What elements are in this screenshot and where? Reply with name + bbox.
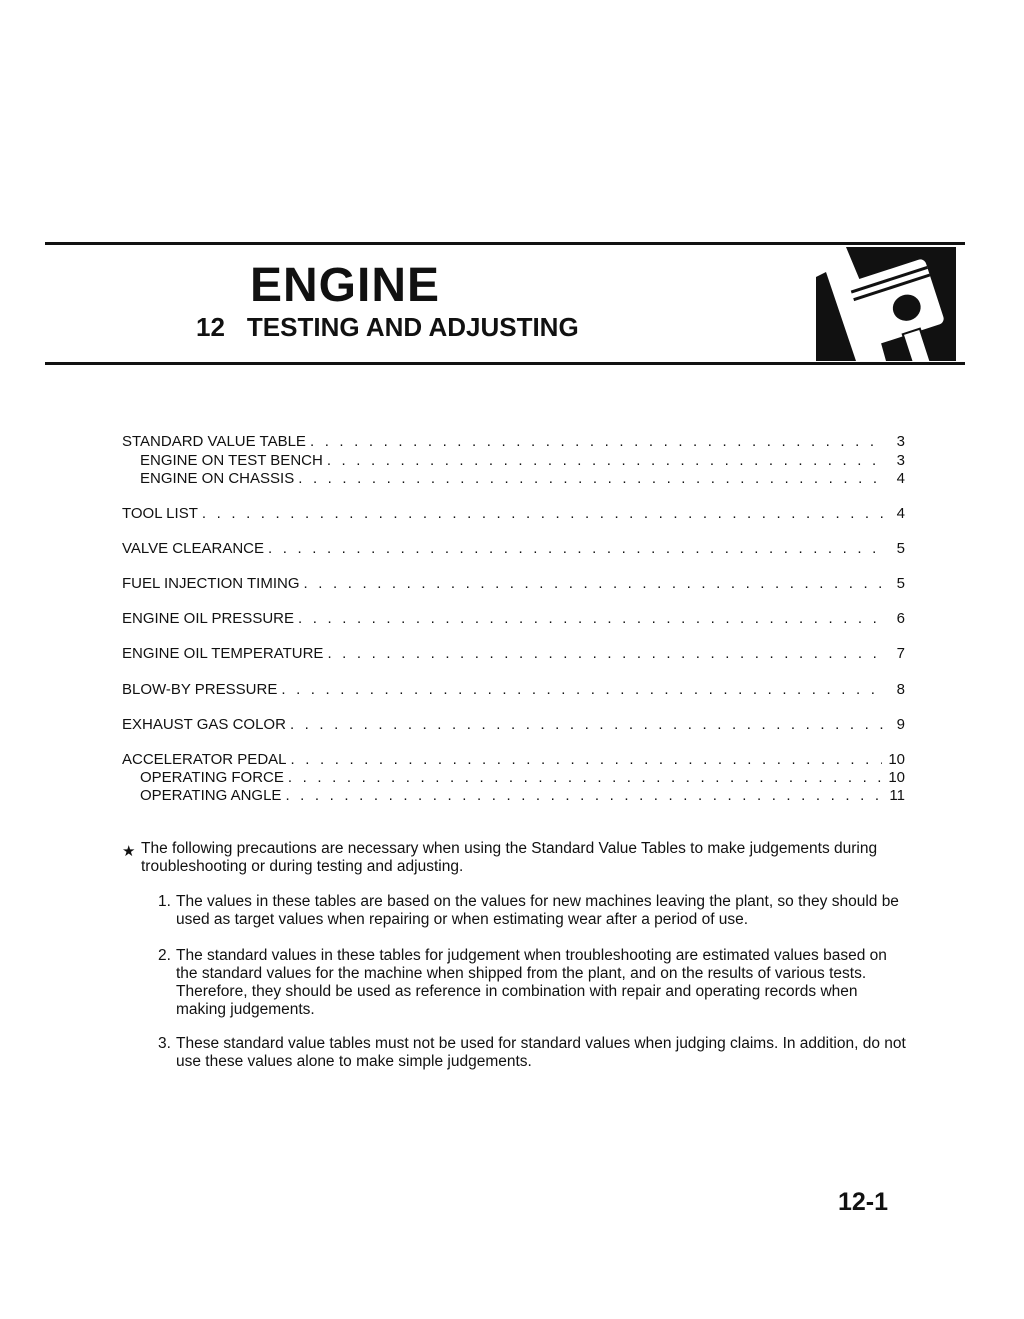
toc-label: VALVE CLEARANCE	[122, 540, 264, 557]
toc-page: 6	[896, 610, 905, 627]
toc-entry	[122, 433, 905, 451]
dot-leader	[285, 787, 883, 805]
dot-leader	[310, 433, 883, 451]
toc-page: 10	[888, 769, 905, 786]
toc-entry	[122, 575, 905, 593]
toc-entry	[122, 716, 905, 734]
toc-label: FUEL INJECTION TIMING	[122, 575, 300, 592]
section-number: 12	[196, 312, 225, 342]
bottom-rule	[45, 362, 965, 365]
top-rule	[45, 242, 965, 245]
dot-leader	[327, 645, 883, 663]
section-title	[196, 312, 579, 343]
toc-label: ENGINE OIL TEMPERATURE	[122, 645, 324, 662]
toc-entry	[122, 540, 905, 558]
toc-page: 4	[896, 470, 905, 487]
piston-icon	[816, 247, 956, 361]
toc-page: 5	[896, 540, 905, 557]
toc-page: 3	[896, 452, 905, 469]
toc-page: 10	[888, 751, 905, 768]
section-title-text: TESTING AND ADJUSTING	[246, 312, 579, 342]
toc-page: 3	[896, 433, 905, 450]
precaution-item: The standard values in these tables for judgement when troubleshooting are estimated values based on the standard values for the machine when shipped from the plant, and on the results of various tests. Therefore, they should be used as reference in combination with repair and operating records when making judgements.	[176, 947, 887, 1018]
toc-label: ENGINE ON TEST BENCH	[140, 452, 323, 469]
item-number: 1.	[158, 893, 171, 910]
chapter-title: ENGINE	[250, 259, 441, 312]
dot-leader	[290, 716, 883, 734]
precaution-item: These standard value tables must not be used for standard values when judging claims. In addition, do not use these values alone to make simple judgements.	[176, 1035, 906, 1070]
toc-entry	[140, 787, 905, 805]
dot-leader	[298, 470, 883, 488]
toc-label: OPERATING FORCE	[140, 769, 284, 786]
toc-entry	[140, 470, 905, 488]
toc-label: BLOW-BY PRESSURE	[122, 681, 278, 698]
toc-entry	[122, 681, 905, 699]
toc-page: 8	[896, 681, 905, 698]
toc-entry	[122, 751, 905, 769]
dot-leader	[298, 610, 883, 628]
precautions-intro: The following precautions are necessary when using the Standard Value Tables to make judgements during troubleshooting or during testing and adjusting.	[141, 840, 878, 875]
toc-page: 7	[896, 645, 905, 662]
dot-leader	[291, 751, 883, 769]
toc-page: 4	[896, 505, 905, 522]
dot-leader	[268, 540, 883, 558]
dot-leader	[304, 575, 883, 593]
toc-entry	[122, 505, 905, 523]
toc-entry	[140, 769, 905, 787]
dot-leader	[202, 505, 883, 523]
toc-label: TOOL LIST	[122, 505, 198, 522]
toc-label: OPERATING ANGLE	[140, 787, 282, 804]
toc-label: ACCELERATOR PEDAL	[122, 751, 287, 768]
toc-page: 9	[896, 716, 905, 733]
item-number: 3.	[158, 1035, 171, 1052]
toc-label: STANDARD VALUE TABLE	[122, 433, 306, 450]
page-number: 12-1	[838, 1188, 889, 1216]
toc-label: ENGINE ON CHASSIS	[140, 470, 295, 487]
toc-entry	[140, 452, 905, 470]
dot-leader	[281, 681, 883, 699]
toc-entry	[122, 645, 905, 663]
precaution-item: The values in these tables are based on the values for new machines leaving the plant, so they should be used as target values when repairing or when estimating wear after a period of use.	[176, 893, 899, 928]
toc-label: ENGINE OIL PRESSURE	[122, 610, 294, 627]
toc-page: 11	[889, 787, 905, 804]
item-number: 2.	[158, 947, 171, 964]
dot-leader	[327, 452, 883, 470]
toc-entry	[122, 610, 905, 628]
toc-page: 5	[896, 575, 905, 592]
toc-label: EXHAUST GAS COLOR	[122, 716, 286, 733]
dot-leader	[288, 769, 882, 787]
star-marker: ★	[122, 843, 136, 860]
